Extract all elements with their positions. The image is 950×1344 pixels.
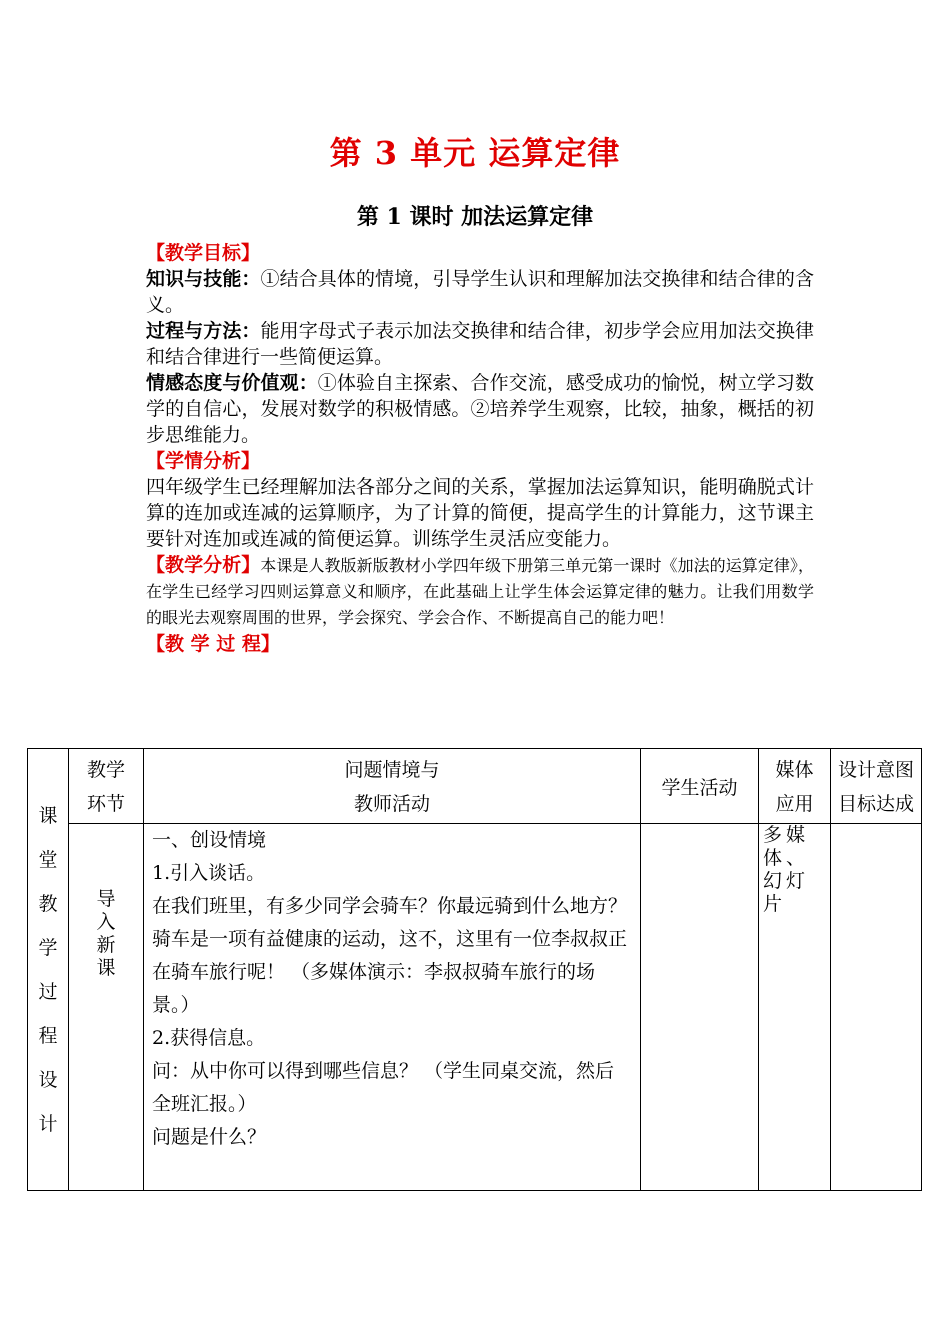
header-media: 媒体 应用	[759, 749, 831, 824]
analysis-text: 四年级学生已经理解加法各部分之间的关系，掌握加法运算知识，能明确脱式计算的连加或连减的运算顺序，为了计算的简便，提高学生的计算能力，这节课主要针对连加或连减的简便运算。训练学生灵活应变能力。	[146, 476, 814, 550]
process-heading: 【教 学 过 程】	[146, 633, 280, 655]
teaching-analysis-text: 本课是人教版新版教材小学四年级下册第三单元第一课时《加法的运算定律》，在学生已经学习四则运算意义和顺序，在此基础上让学生体会运算定律的魅力。让我们用数学的眼光去观察周围的世界，学会探究、学会合作、不断提高自己的能力吧！	[146, 556, 814, 627]
objective-knowledge	[146, 266, 814, 318]
knowledge-label: 知识与技能：	[146, 268, 261, 290]
analysis-heading: 【学情分析】	[146, 450, 261, 472]
teaching-analysis	[146, 552, 814, 631]
process-text: 能用字母式子表示加法交换律和结合律，初步学会应用加法交换律和结合律进行一些简便运算。	[146, 320, 814, 368]
student-cell	[641, 824, 759, 1191]
process-label: 过程与方法：	[146, 320, 261, 342]
side-label-cell	[28, 749, 69, 1191]
objective-process	[146, 318, 814, 370]
objective-emotion	[146, 370, 814, 448]
header-intent: 设计意图 目标达成	[831, 749, 922, 824]
stage-cell: 导 入 新 课	[69, 824, 144, 1191]
page-title: 第 3 单元 运算定律	[329, 134, 621, 172]
knowledge-text: ①结合具体的情境，引导学生认识和理解加法交换律和结合律的含义。	[146, 268, 814, 316]
lesson-body	[146, 240, 814, 657]
side-label: 课 堂 教 学 过 程 设 计	[38, 804, 58, 1135]
media-cell: 多媒 体、 幻灯 片	[759, 824, 831, 1191]
teaching-analysis-heading: 【教学分析】	[146, 554, 261, 576]
objectives-heading: 【教学目标】	[146, 242, 261, 264]
emotion-text: ①体验自主探索、合作交流，感受成功的愉悦，树立学习数学的自信心，发展对数学的积极情感。②培养学生观察，比较，抽象，概括的初步思维能力。	[146, 372, 814, 446]
lesson-subtitle: 第 1 课时 加法运算定律	[356, 204, 594, 230]
process-table	[27, 748, 922, 1191]
content-cell: 一、创设情境 1.引入谈话。 在我们班里，有多少同学会骑车？你最远骑到什么地方？ 骑车是一项有益健康的运动，这不，这里有一位李叔叔正在骑车旅行呢！ （多媒体演示：李叔叔骑车旅行的场景。） 2.获得信息。 问：从中你可以得到哪些信息？ （学生同桌交流，然后全班汇报。） 问题是什么？	[144, 824, 641, 1191]
table-row	[28, 824, 922, 1191]
header-student: 学生活动	[641, 749, 759, 824]
emotion-label: 情感态度与价值观：	[146, 372, 318, 394]
intent-cell	[831, 824, 922, 1191]
header-stage: 教学 环节	[69, 749, 144, 824]
header-situation: 问题情境与 教师活动	[144, 749, 641, 824]
